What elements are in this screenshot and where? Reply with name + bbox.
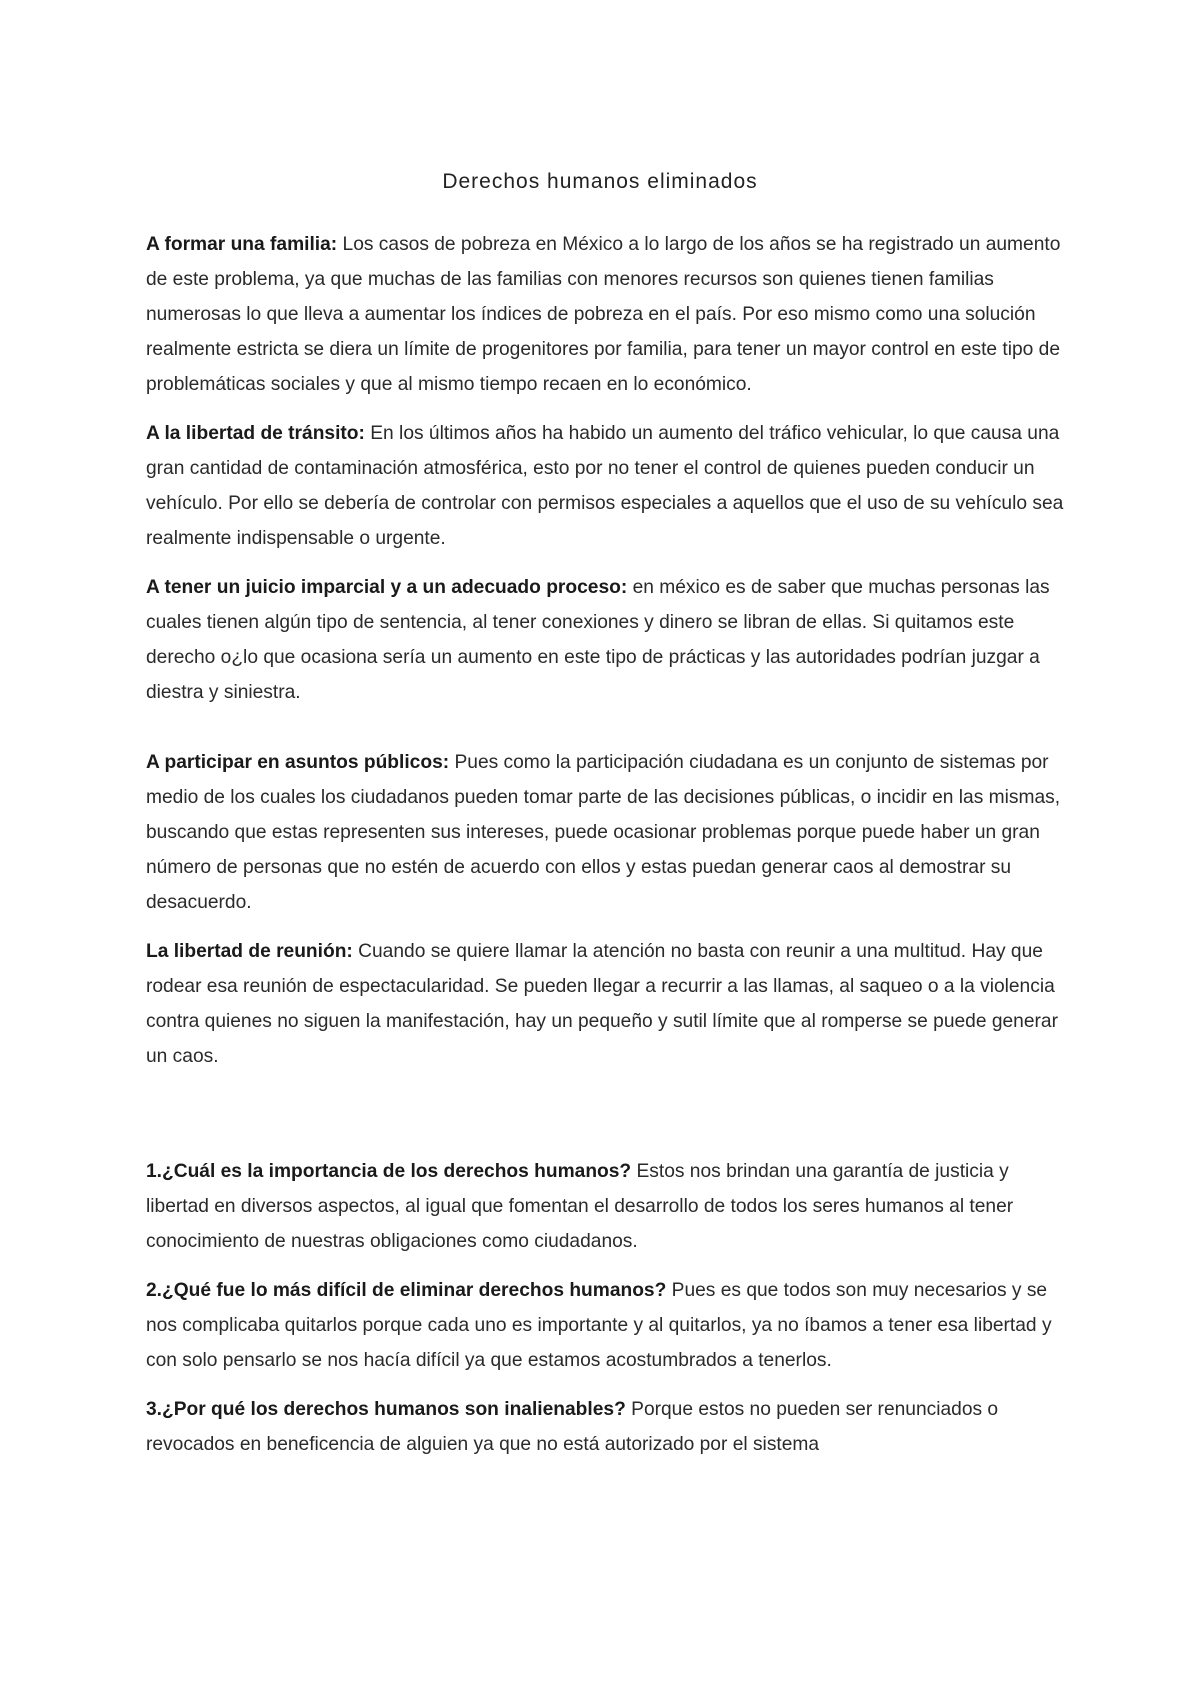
section-heading: A participar en asuntos públicos: — [146, 752, 450, 773]
question-answer: Estos nos brindan una garantía de justicia y libertad en diversos aspectos, al igual que fomentan el desarrollo de todos los seres humanos al tener conocimiento de nuestras obligaciones como ciudadanos. — [146, 1161, 1014, 1252]
document-body — [146, 227, 1068, 1476]
section-heading: A formar una familia: — [146, 234, 338, 255]
section-heading: A la libertad de tránsito: — [146, 423, 365, 444]
question-answer: Pues es que todos son muy necesarios y se nos complicaba quitarlos porque cada uno es importante y al quitarlos, ya no íbamos a tener esa libertad y con solo pensarlo se nos hacía difícil ya que estamos acostumbrados a tenerlos. — [146, 1280, 1052, 1371]
question-heading: 2.¿Qué fue lo más difícil de eliminar derechos humanos? — [146, 1280, 667, 1301]
document-title: Derechos humanos eliminados — [442, 170, 758, 193]
section-text: En los últimos años ha habido un aumento del tráfico vehicular, lo que causa una gran cantidad de contaminación atmosférica, esto por no tener el control de quienes pueden conducir un vehículo. Por ello se debería de controlar con permisos especiales a aquellos que el uso de su vehículo sea realmente indispensable o urgente. — [146, 423, 1064, 549]
question-paragraph — [146, 1154, 1068, 1259]
question-answer: Porque estos no pueden ser renunciados o revocados en beneficencia de alguien ya que no está autorizado por el sistema — [146, 1399, 999, 1455]
section-paragraph — [146, 570, 1068, 710]
section-text: Los casos de pobreza en México a lo largo de los años se ha registrado un aumento de este problema, ya que muchas de las familias con menores recursos son quienes tienen familias numerosas lo que lleva a aumentar los índices de pobreza en el país. Por eso mismo como una solución realmente estricta se diera un límite de progenitores por familia, para tener un mayor control en este tipo de problemáticas sociales y que al mismo tiempo recaen en lo económico. — [146, 234, 1061, 395]
section-heading: A tener un juicio imparcial y a un adecuado proceso: — [146, 577, 628, 598]
section-text: Pues como la participación ciudadana es un conjunto de sistemas por medio de los cuales los ciudadanos pueden tomar parte de las decisiones públicas, o incidir en las mismas, buscando que estas representen sus intereses, puede ocasionar problemas porque puede haber un gran número de personas que no estén de acuerdo con ellos y estas puedan generar caos al demostrar su desacuerdo. — [146, 752, 1061, 913]
question-heading: 3.¿Por qué los derechos humanos son inalienables? — [146, 1399, 626, 1420]
section-paragraph — [146, 416, 1068, 556]
section-text: en méxico es de saber que muchas personas las cuales tienen algún tipo de sentencia, al tener conexiones y dinero se libran de ellas. Si quitamos este derecho o¿lo que ocasiona sería un aumento en este tipo de prácticas y las autoridades podrían juzgar a diestra y siniestra. — [146, 577, 1050, 703]
section-paragraph — [146, 227, 1068, 402]
question-heading: 1.¿Cuál es la importancia de los derechos humanos? — [146, 1161, 632, 1182]
section-text: Cuando se quiere llamar la atención no basta con reunir a una multitud. Hay que rodear esa reunión de espectacularidad. Se pueden llegar a recurrir a las llamas, al saqueo o a la violencia contra quienes no siguen la manifestación, hay un pequeño y sutil límite que al romperse se puede generar un caos. — [146, 941, 1058, 1067]
section-heading: La libertad de reunión: — [146, 941, 353, 962]
question-paragraph — [146, 1273, 1068, 1378]
section-paragraph — [146, 934, 1068, 1074]
section-paragraph — [146, 745, 1068, 920]
question-paragraph — [146, 1392, 1068, 1462]
